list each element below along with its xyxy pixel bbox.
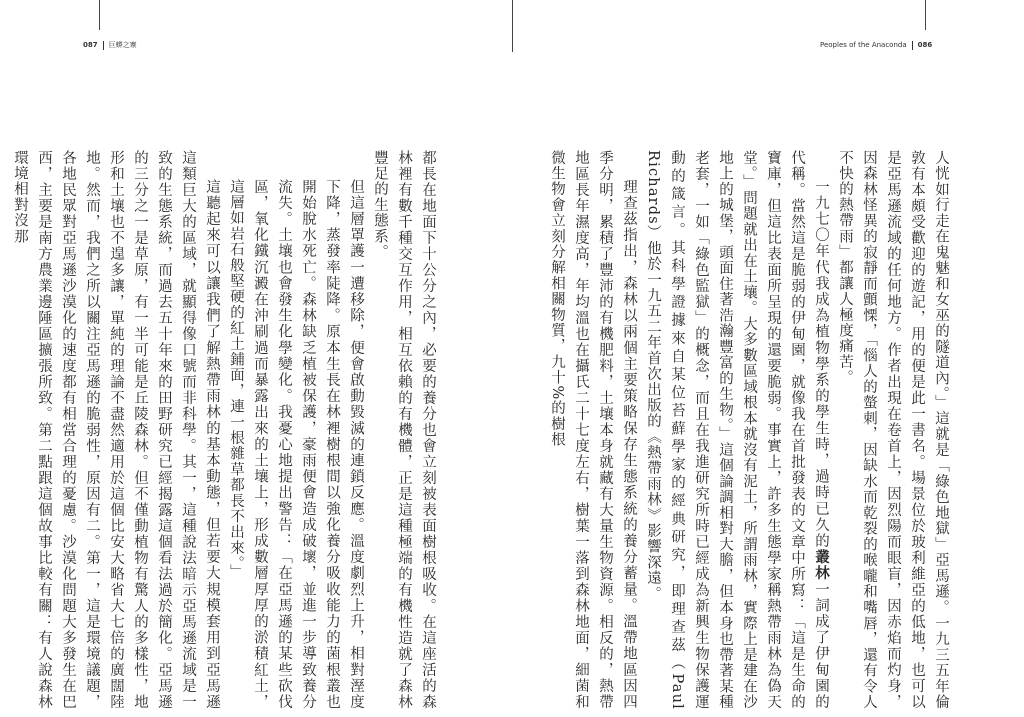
left-crop-mark bbox=[99, 0, 100, 30]
right-page-number: 086 bbox=[917, 41, 933, 49]
left-page-number: 087 bbox=[83, 41, 98, 49]
text-run: 一九七〇年代我成為植物學系的學生時，過時已久的 bbox=[813, 179, 829, 550]
left-paragraph-3: 這聽起來可以讓我們了解熱帶雨林的基本動態，但若要大規模套用到亞馬遜這類巨大的區域，就顯得像口號而非科學。其一，這種說法暗示亞馬遜流域是一致的生態系統，而過去五十年來的田野研究已經揭露這個看法過於簡化。亞馬遜的三分之一是草原，有一半可能是丘陵森林。但不僅動植物有驚人的多樣性，地形和土壤也不遑多讓，單純的理論不盡然適用於這個比安大略省大七倍的廣闊陸地。然而，我們之所以關注亞馬遜的脆弱性，原因有二。第一，這是環境議題，各地民眾對亞馬遜沙漠化的速度都有相當合理的憂慮。沙漠化問題大多發生在巴西，主要是南方農業邊陲區擴張所致。第二點跟這個故事比較有關：有人說森林環境相對沒那 bbox=[12, 150, 220, 710]
text-run: 一詞成了伊甸園的代稱。當然這是脆弱的伊甸園，就像我在首批發表的文章中所寫：「這是生命的寶庫，但這比表面所呈現的還要脆弱。事實上，許多生態學家稱熱帶雨林為偽天堂。」問題就出在土壤。大多數區域根本就沒有泥土，所謂雨林，實際上是建在沙地上的城堡，頭面住著浩瀚豐富的生物。」這個論調相對大膽，但本身也帶著某種老套，一如「綠色監獄」的概念，而且在我進研究所時已經成為新興生物保護運動的箴言。其科學證據來自某位苔蘚學家的經典研究，即理查茲（Paul Richards）他於一九五二年首次出版的《熱帶雨林》影響深遠。 bbox=[645, 150, 829, 710]
left-page-text bbox=[12, 150, 440, 710]
left-running-title: 巨蟒之寨 bbox=[108, 41, 137, 49]
left-paragraph-1: 都長在地面下十公分之內，必要的養分也會立刻被表面樹根吸收。在這座活的森林裡有數千種交互作用，相互依賴的有機體，正是這種極端的有機性造就了森林豐足的生態系。 bbox=[372, 150, 436, 710]
right-page-text bbox=[549, 150, 953, 710]
right-crop-mark bbox=[925, 0, 926, 30]
left-folio bbox=[83, 40, 137, 50]
folio-divider bbox=[912, 41, 913, 50]
right-paragraph-2 bbox=[641, 150, 833, 710]
gutter-line bbox=[512, 0, 513, 52]
right-paragraph-1: 人恍如行走在鬼魅和女巫的隧道內。」這就是「綠色地獄」亞馬遜。一九三五年倫敦有本頗受歡迎的遊記，用的便是此一書名。場景位於玻利維亞的低地，也可以是亞馬遜流域的任何地方。作者出現在卷首上，因烈陽而眼盲，因赤焰而灼身，因森林怪異的寂靜而顫慄，「惱人的螫刺，因缺水而乾裂的喉嚨和嘴唇，還有令人不快的熱帶雨」都讓人極度痛苦。 bbox=[837, 150, 949, 710]
folio-divider bbox=[103, 41, 104, 50]
keyword-jungle: 叢林 bbox=[813, 549, 830, 582]
right-running-title: Peoples of the Anaconda bbox=[820, 41, 907, 49]
left-paragraph-2: 但這層罩護一遭移除，便會啟動毀滅的連鎖反應。溫度劇烈上升，相對溼度下降，蒸發率陡降。原本生長在林裡樹根間以強化養分吸收能力的菌根叢也開始脫水死亡。森林缺乏植被保護，豪雨便會造成破壞，並進一步導致養分流失。土壤也會發生化學變化。我憂心地提出警告：「在亞馬遜的某些砍伐區，氧化鐵沉澱在沖刷過而暴露出來的土壤上，形成數層厚厚的淤積紅土，這層如岩石般堅硬的紅土鋪面，連一根雜草都長不出來。」 bbox=[228, 179, 364, 710]
right-paragraph-3: 理查茲指出，森林以兩個主要策略保存生態系統的養分蓄量。溫帶地區因四季分明，累積了豐沛的有機肥料，土壤本身就藏有大量生物資源。相反的，熱帶地區長年濕度高，年均溫也在攝氏二十七度左右，樹葉一落到森林地面，細菌和微生物會立刻分解相關物質，九十%的樹根 bbox=[549, 150, 637, 710]
right-folio bbox=[820, 40, 932, 50]
